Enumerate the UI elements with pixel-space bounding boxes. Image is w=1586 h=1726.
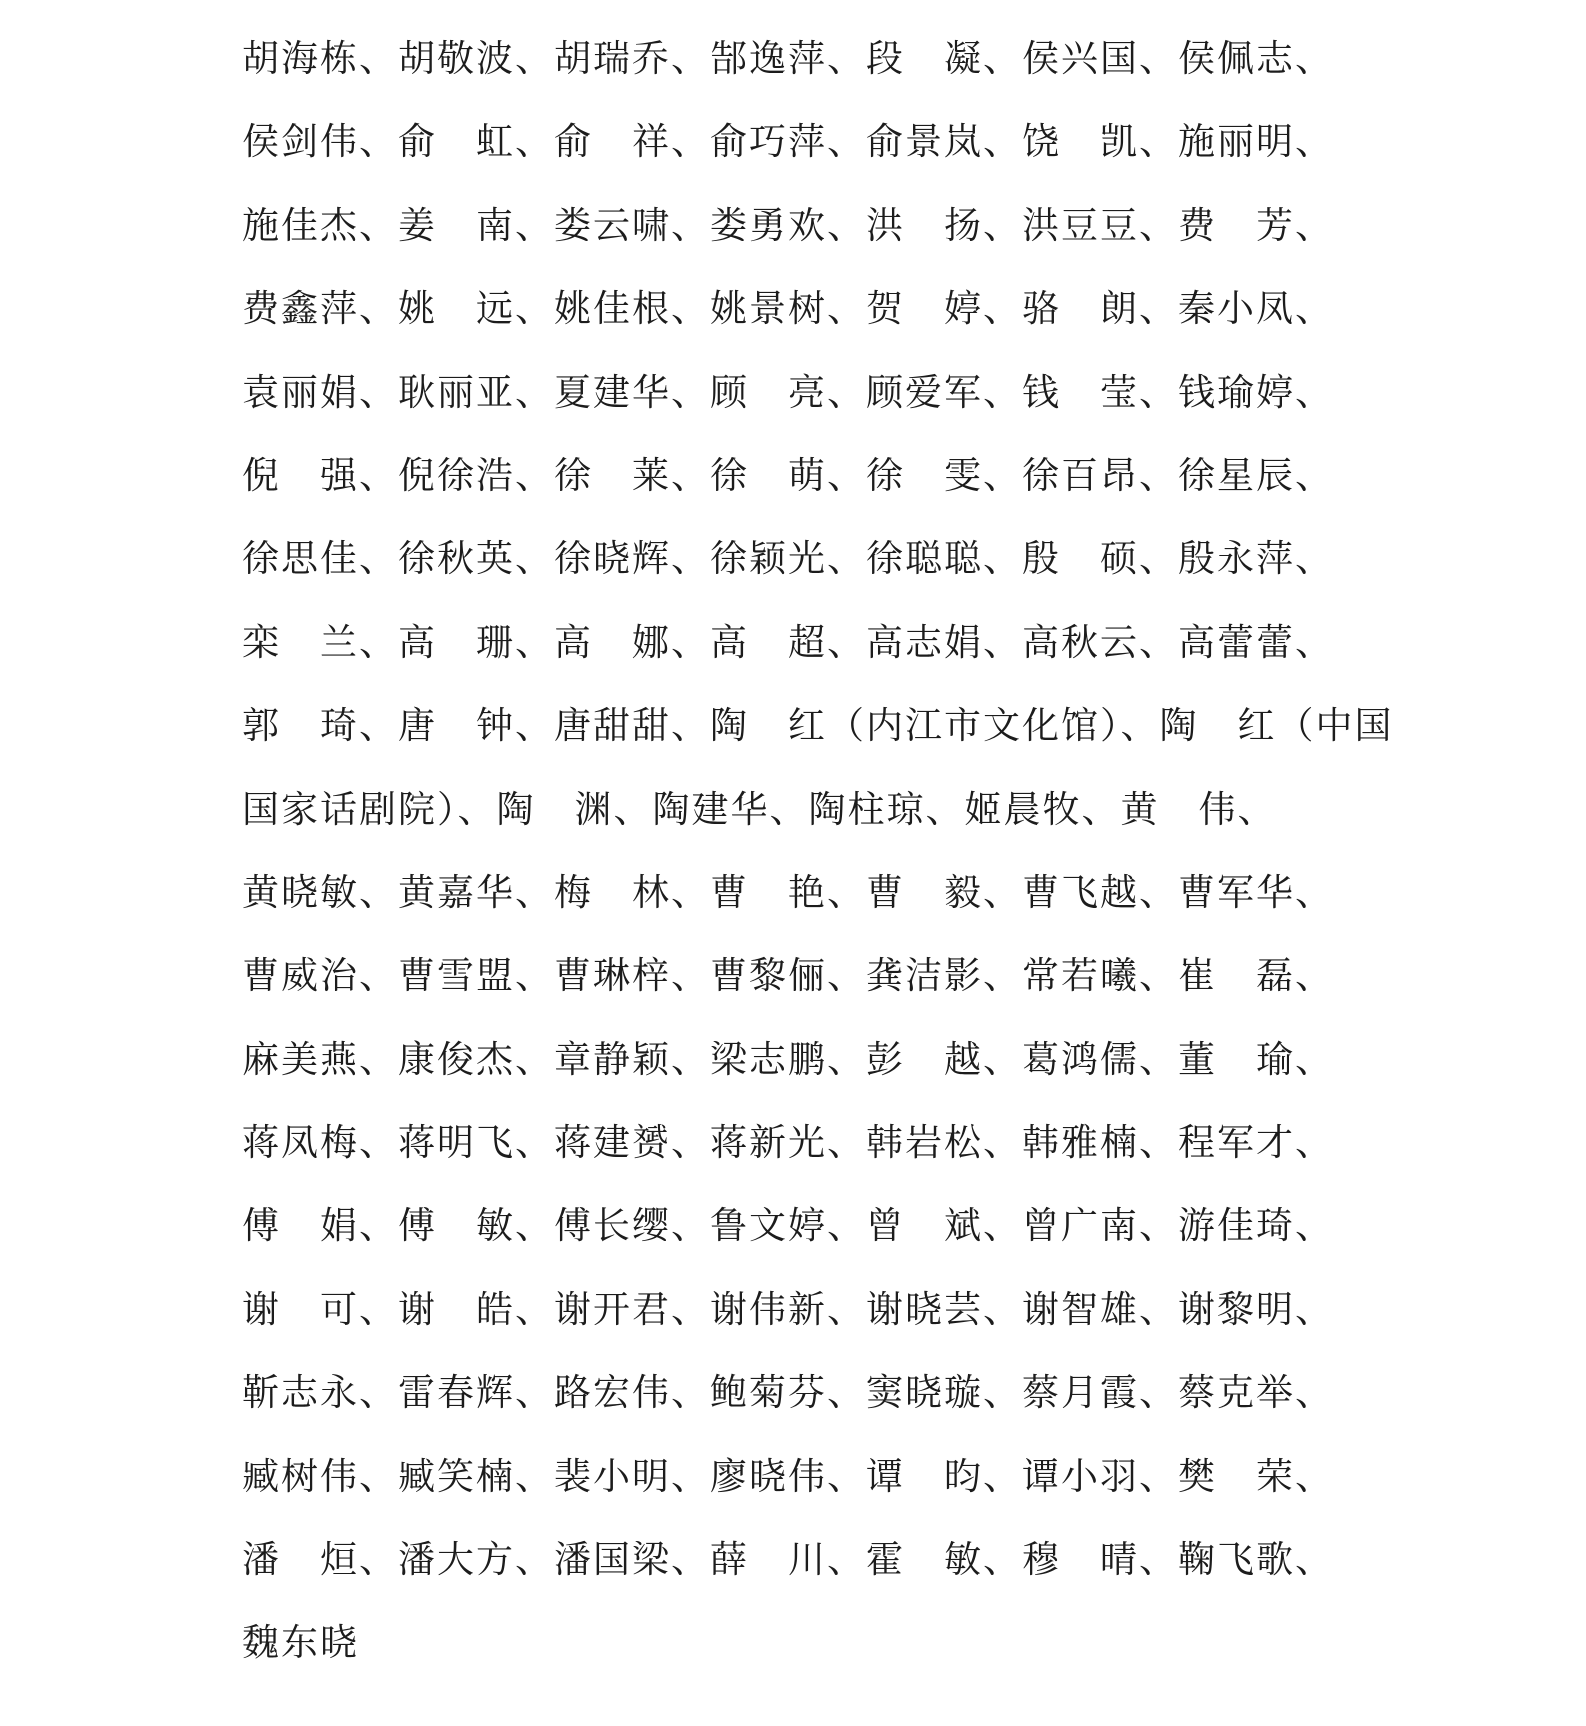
name-line: 靳志永、雷春辉、路宏伟、鲍菊芬、窦晓璇、蔡月霞、蔡克举、 xyxy=(242,1371,1334,1415)
name-line: 费鑫萍、姚 远、姚佳根、姚景树、贺 婷、骆 朗、秦小凤、 xyxy=(242,287,1334,331)
name-line: 曹威治、曹雪盟、曹琳梓、曹黎俪、龚洁影、常若曦、崔 磊、 xyxy=(242,954,1334,998)
name-line: 施佳杰、姜 南、娄云啸、娄勇欢、洪 扬、洪豆豆、费 芳、 xyxy=(242,203,1334,247)
name-line: 麻美燕、康俊杰、章静颖、梁志鹏、彭 越、葛鸿儒、董 瑜、 xyxy=(242,1037,1334,1081)
name-line: 栾 兰、高 珊、高 娜、高 超、高志娟、高秋云、高蕾蕾、 xyxy=(242,620,1334,664)
name-line: 魏东晓 xyxy=(242,1621,359,1665)
name-line: 蒋凤梅、蒋明飞、蒋建赟、蒋新光、韩岩松、韩雅楠、程军才、 xyxy=(242,1121,1334,1165)
name-line: 侯剑伟、俞 虹、俞 祥、俞巧萍、俞景岚、饶 凯、施丽明、 xyxy=(242,120,1334,164)
name-list xyxy=(242,22,1394,1690)
name-line: 徐思佳、徐秋英、徐晓辉、徐颖光、徐聪聪、殷 硕、殷永萍、 xyxy=(242,537,1334,581)
name-line: 谢 可、谢 皓、谢开君、谢伟新、谢晓芸、谢智雄、谢黎明、 xyxy=(242,1287,1334,1331)
name-line: 郭 琦、唐 钟、唐甜甜、陶 红（内江市文化馆）、陶 红（中国 xyxy=(242,704,1394,748)
name-line: 潘 烜、潘大方、潘国梁、薛 川、霍 敏、穆 晴、鞠飞歌、 xyxy=(242,1538,1334,1582)
name-line: 国家话剧院）、陶 渊、陶建华、陶柱琼、姬晨牧、黄 伟、 xyxy=(242,787,1277,831)
name-line: 傅 娟、傅 敏、傅长缨、鲁文婷、曾 斌、曾广南、游佳琦、 xyxy=(242,1204,1334,1248)
name-line: 臧树伟、臧笑楠、裴小明、廖晓伟、谭 昀、谭小羽、樊 荣、 xyxy=(242,1454,1334,1498)
name-line: 胡海栋、胡敬波、胡瑞乔、郜逸萍、段 凝、侯兴国、侯佩志、 xyxy=(242,37,1334,80)
name-line: 倪 强、倪徐浩、徐 莱、徐 萌、徐 雯、徐百昂、徐星辰、 xyxy=(242,453,1334,497)
name-line: 袁丽娟、耿丽亚、夏建华、顾 亮、顾爱军、钱 莹、钱瑜婷、 xyxy=(242,370,1334,414)
name-line: 黄晓敏、黄嘉华、梅 林、曹 艳、曹 毅、曹飞越、曹军华、 xyxy=(242,870,1334,914)
